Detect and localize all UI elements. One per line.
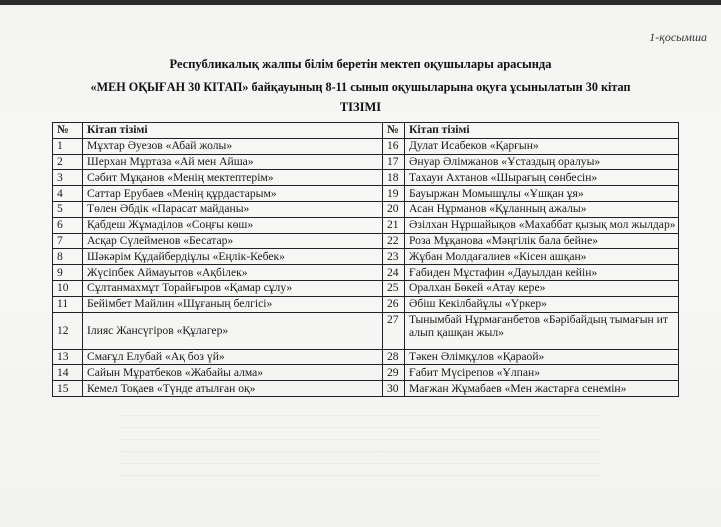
book-entry-right: Ғабит Мүсірепов «Ұлпан» [405,365,679,381]
row-number-left: 7 [53,233,83,249]
book-entry-right: Тынымбай Нұрмағанбетов «Бәрібайдың тымағын ит алып қашқан жыл» [405,312,679,349]
table-row [53,217,679,233]
book-entry-right: Ғабиден Мұстафин «Дауылдан кейін» [405,265,679,281]
row-number-right: 30 [383,381,405,397]
table-row [53,365,679,381]
row-number-right: 20 [383,201,405,217]
row-number-left: 8 [53,249,83,265]
book-entry-left: Бейімбет Майлин «Шұғаның белгісі» [83,296,383,312]
header-number-left: № [53,123,83,139]
book-entry-right: Тахауи Ахтанов «Шырағың сөнбесін» [405,170,679,186]
row-number-right: 23 [383,249,405,265]
row-number-right: 18 [383,170,405,186]
row-number-left: 4 [53,186,83,202]
book-entry-left: Қабдеш Жұмаділов «Соңғы көш» [83,217,383,233]
row-number-left: 12 [53,312,83,349]
document-title-line-2: «МЕН ОҚЫҒАН 30 КІТАП» байқауының 8-11 сынып оқушыларына оқуға ұсынылатын 30 кітап [90,80,631,94]
table-row [53,249,679,265]
row-number-right: 22 [383,233,405,249]
annex-label: 1-қосымша [649,30,707,44]
row-number-right: 27 [383,312,405,349]
book-entry-left: Шәкәрім Құдайбердіұлы «Еңлік-Кебек» [83,249,383,265]
book-entry-left: Төлен Әбдік «Парасат майданы» [83,201,383,217]
row-number-left: 1 [53,138,83,154]
table-header-row [53,123,679,139]
row-number-right: 17 [383,154,405,170]
row-number-right: 28 [383,349,405,365]
book-entry-left: Саттар Ерубаев «Менің құрдастарым» [83,186,383,202]
row-number-left: 11 [53,296,83,312]
table-row [53,154,679,170]
table-row [53,138,679,154]
book-entry-left: Кемел Тоқаев «Түнде атылған оқ» [83,381,383,397]
book-entry-right: Асан Нұрманов «Құланның ажалы» [405,201,679,217]
row-number-left: 3 [53,170,83,186]
book-entry-right: Әзілхан Нұршайықов «Махаббат қызық мол жылдар» [405,217,679,233]
book-entry-right: Жұбан Молдағалиев «Кісен ашқан» [405,249,679,265]
book-entry-left: Жүсіпбек Аймауытов «Ақбілек» [83,265,383,281]
row-number-right: 24 [383,265,405,281]
bleed-through-text [120,415,600,485]
book-entry-right: Дулат Исабеков «Қарғын» [405,138,679,154]
book-entry-left: Сұлтанмахмұт Торайғыров «Қамар сұлу» [83,280,383,296]
book-entry-right: Оралхан Бөкей «Атау кере» [405,280,679,296]
row-number-right: 29 [383,365,405,381]
table-row [53,186,679,202]
header-book-list-left: Кітап тізімі [83,123,383,139]
row-number-left: 5 [53,201,83,217]
row-number-right: 21 [383,217,405,233]
book-entry-left: Ілияс Жансүгіров «Құлагер» [83,312,383,349]
row-number-right: 26 [383,296,405,312]
table-row [53,381,679,397]
book-entry-right: Тәкен Әлімқұлов «Қараой» [405,349,679,365]
book-entry-right: Роза Мұқанова «Мәңгілік бала бейне» [405,233,679,249]
book-entry-right: Мағжан Жұмабаев «Мен жастарға сенемін» [405,381,679,397]
row-number-left: 10 [53,280,83,296]
row-number-left: 9 [53,265,83,281]
header-book-list-right: Кітап тізімі [405,123,679,139]
book-entry-right: Бауыржан Момышұлы «Ұшқан ұя» [405,186,679,202]
book-entry-right: Әнуар Әлімжанов «Ұстаздың оралуы» [405,154,679,170]
row-number-right: 25 [383,280,405,296]
row-number-left: 2 [53,154,83,170]
book-entry-left: Сайын Мұратбеков «Жабайы алма» [83,365,383,381]
book-entry-left: Шерхан Мұртаза «Ай мен Айша» [83,154,383,170]
table-row [53,265,679,281]
table-row [53,296,679,312]
row-number-right: 16 [383,138,405,154]
book-entry-left: Асқар Сүлейменов «Бесатар» [83,233,383,249]
row-number-left: 13 [53,349,83,365]
table-row [53,280,679,296]
row-number-left: 6 [53,217,83,233]
book-entry-right: Әбіш Кекілбайұлы «Үркер» [405,296,679,312]
header-number-right: № [383,123,405,139]
table-row [53,312,679,349]
book-entry-left: Мұхтар Әуезов «Абай жолы» [83,138,383,154]
row-number-right: 19 [383,186,405,202]
book-entry-left: Сәбит Мұқанов «Менің мектептерім» [83,170,383,186]
book-list-table [52,122,679,397]
document-title-line-3: ТІЗІМІ [339,100,382,114]
document-title-line-1: Республикалық жалпы білім беретін мектеп оқушылары арасында [169,57,552,71]
table-row [53,201,679,217]
table-row [53,170,679,186]
book-entry-left: Смағұл Елубай «Ақ боз үй» [83,349,383,365]
row-number-left: 14 [53,365,83,381]
table-row [53,349,679,365]
table-row [53,233,679,249]
row-number-left: 15 [53,381,83,397]
